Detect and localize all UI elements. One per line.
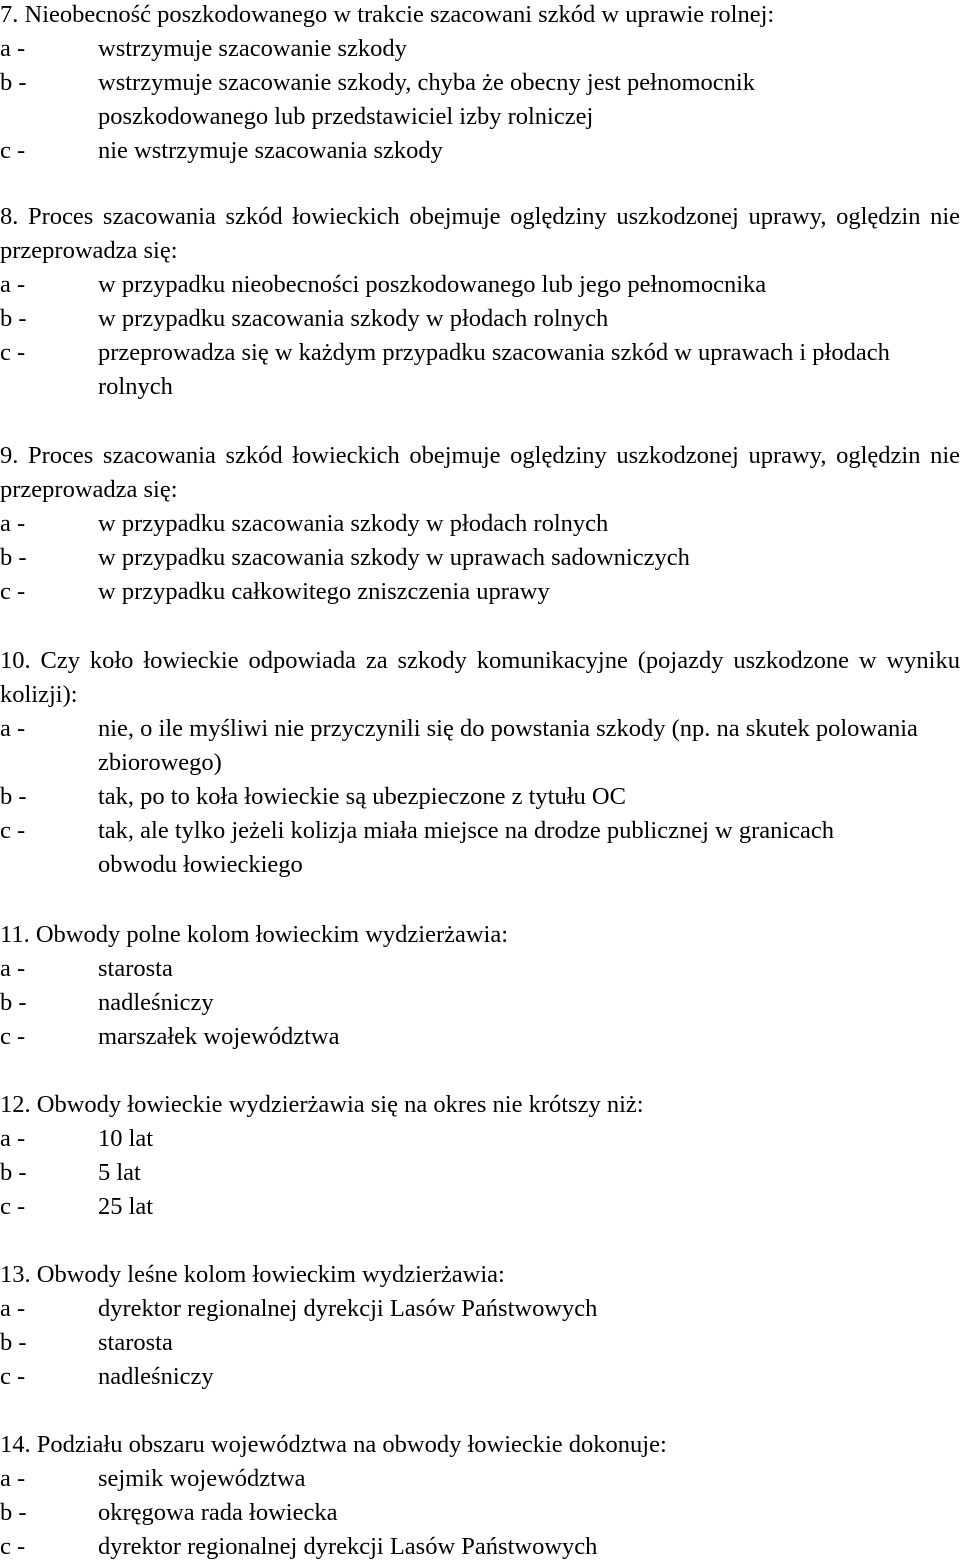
answer-b [0,302,960,336]
answer-letter: c - [0,339,26,366]
answer-b [0,66,960,134]
answer-letter: c - [0,578,26,605]
answer-a [0,1292,960,1326]
answer-text: 10 lat [98,1125,154,1152]
question-text: 11. Obwody polne kolom łowieckim wydzierżawia: [0,921,509,948]
answer-text: w przypadku szacowania szkody w płodach rolnych [98,510,609,537]
question-12 [0,1088,960,1224]
answer-b [0,986,960,1020]
answer-letter: a - [0,1125,26,1152]
answer-letter: a - [0,955,26,982]
answer-letter: b - [0,1499,27,1526]
question-text: 9. Proces szacowania szkód łowieckich obejmuje oględziny uszkodzonej uprawy, oględzin nie przeprowadza się: [0,442,960,503]
answer-text: tak, po to koła łowieckie są ubezpieczone z tytułu OC [98,783,626,810]
answer-b [0,1156,960,1190]
answer-letter: b - [0,783,27,810]
answer-text: 5 lat [98,1159,141,1186]
answer-letter: c - [0,817,26,844]
answer-letter: b - [0,1329,27,1356]
question-11 [0,918,960,1054]
question-text: 10. Czy koło łowieckie odpowiada za szkody komunikacyjne (pojazdy uszkodzone w wyniku kolizji): [0,647,960,708]
answer-text: w przypadku szacowania szkody w uprawach sadowniczych [98,544,690,571]
answer-letter: c - [0,1363,26,1390]
answer-letter: b - [0,544,27,571]
answer-b [0,1496,960,1530]
question-text: 14. Podziału obszaru województwa na obwody łowieckie dokonuje: [0,1431,667,1458]
answer-text: nadleśniczy [98,1363,214,1390]
answer-c [0,1530,960,1564]
answer-c [0,1360,960,1394]
answer-c [0,1020,960,1054]
answer-text: nie wstrzymuje szacowania szkody [98,137,443,164]
answer-text: marszałek województwa [98,1023,340,1050]
answer-text: nadleśniczy [98,989,214,1016]
question-14 [0,1428,960,1564]
answer-text: wstrzymuje szacowanie szkody [98,35,407,62]
answer-letter: c - [0,1533,26,1560]
answer-text: sejmik województwa [98,1465,306,1492]
answer-c [0,134,960,168]
answer-letter: a - [0,35,26,62]
question-text: 7. Nieobecność poszkodowanego w trakcie szacowani szkód w uprawie rolnej: [0,1,775,28]
answer-letter: a - [0,1465,26,1492]
question-9 [0,439,960,609]
answer-text: przeprowadza się w każdym przypadku szacowania szkód w uprawach i płodach rolnych [98,339,890,400]
answer-letter: a - [0,271,26,298]
answer-a [0,32,960,66]
answer-text: w przypadku całkowitego zniszczenia uprawy [98,578,550,605]
answer-letter: a - [0,715,26,742]
answer-letter: c - [0,1193,26,1220]
answer-text: nie, o ile myśliwi nie przyczynili się do powstania szkody (np. na skutek polowania zbiorowego) [98,715,918,776]
answer-text: okręgowa rada łowiecka [98,1499,338,1526]
answer-a [0,1122,960,1156]
answer-c [0,814,960,882]
answer-text: 25 lat [98,1193,154,1220]
answer-text: tak, ale tylko jeżeli kolizja miała miejsce na drodze publicznej w granicach obwodu łowieckiego [98,817,835,878]
answer-a [0,952,960,986]
answer-a [0,268,960,302]
answer-b [0,780,960,814]
answer-text: dyrektor regionalnej dyrekcji Lasów Państwowych [98,1295,598,1322]
answer-text: starosta [98,955,173,982]
answer-text: starosta [98,1329,173,1356]
answer-c [0,1190,960,1224]
answer-text: wstrzymuje szacowanie szkody, chyba że obecny jest pełnomocnik poszkodowanego lub przedstawiciel izby rolniczej [98,69,755,130]
answer-b [0,541,960,575]
answer-letter: c - [0,1023,26,1050]
answer-text: dyrektor regionalnej dyrekcji Lasów Państwowych [98,1533,598,1560]
answer-c [0,575,960,609]
question-8 [0,200,960,404]
answer-letter: b - [0,69,27,96]
answer-text: w przypadku szacowania szkody w płodach rolnych [98,305,609,332]
question-13 [0,1258,960,1394]
question-text: 12. Obwody łowieckie wydzierżawia się na okres nie krótszy niż: [0,1091,644,1118]
answer-letter: b - [0,989,27,1016]
answer-c [0,336,960,404]
question-10 [0,644,960,882]
answer-b [0,1326,960,1360]
answer-letter: c - [0,137,26,164]
question-7 [0,0,960,168]
answer-letter: a - [0,510,26,537]
answer-text: w przypadku nieobecności poszkodowanego lub jego pełnomocnika [98,271,767,298]
question-text: 13. Obwody leśne kolom łowieckim wydzierżawia: [0,1261,505,1288]
question-text: 8. Proces szacowania szkód łowieckich obejmuje oględziny uszkodzonej uprawy, oględzin nie przeprowadza się: [0,203,960,264]
answer-a [0,1462,960,1496]
answer-a [0,507,960,541]
answer-letter: b - [0,1159,27,1186]
answer-letter: a - [0,1295,26,1322]
answer-a [0,712,960,780]
answer-letter: b - [0,305,27,332]
